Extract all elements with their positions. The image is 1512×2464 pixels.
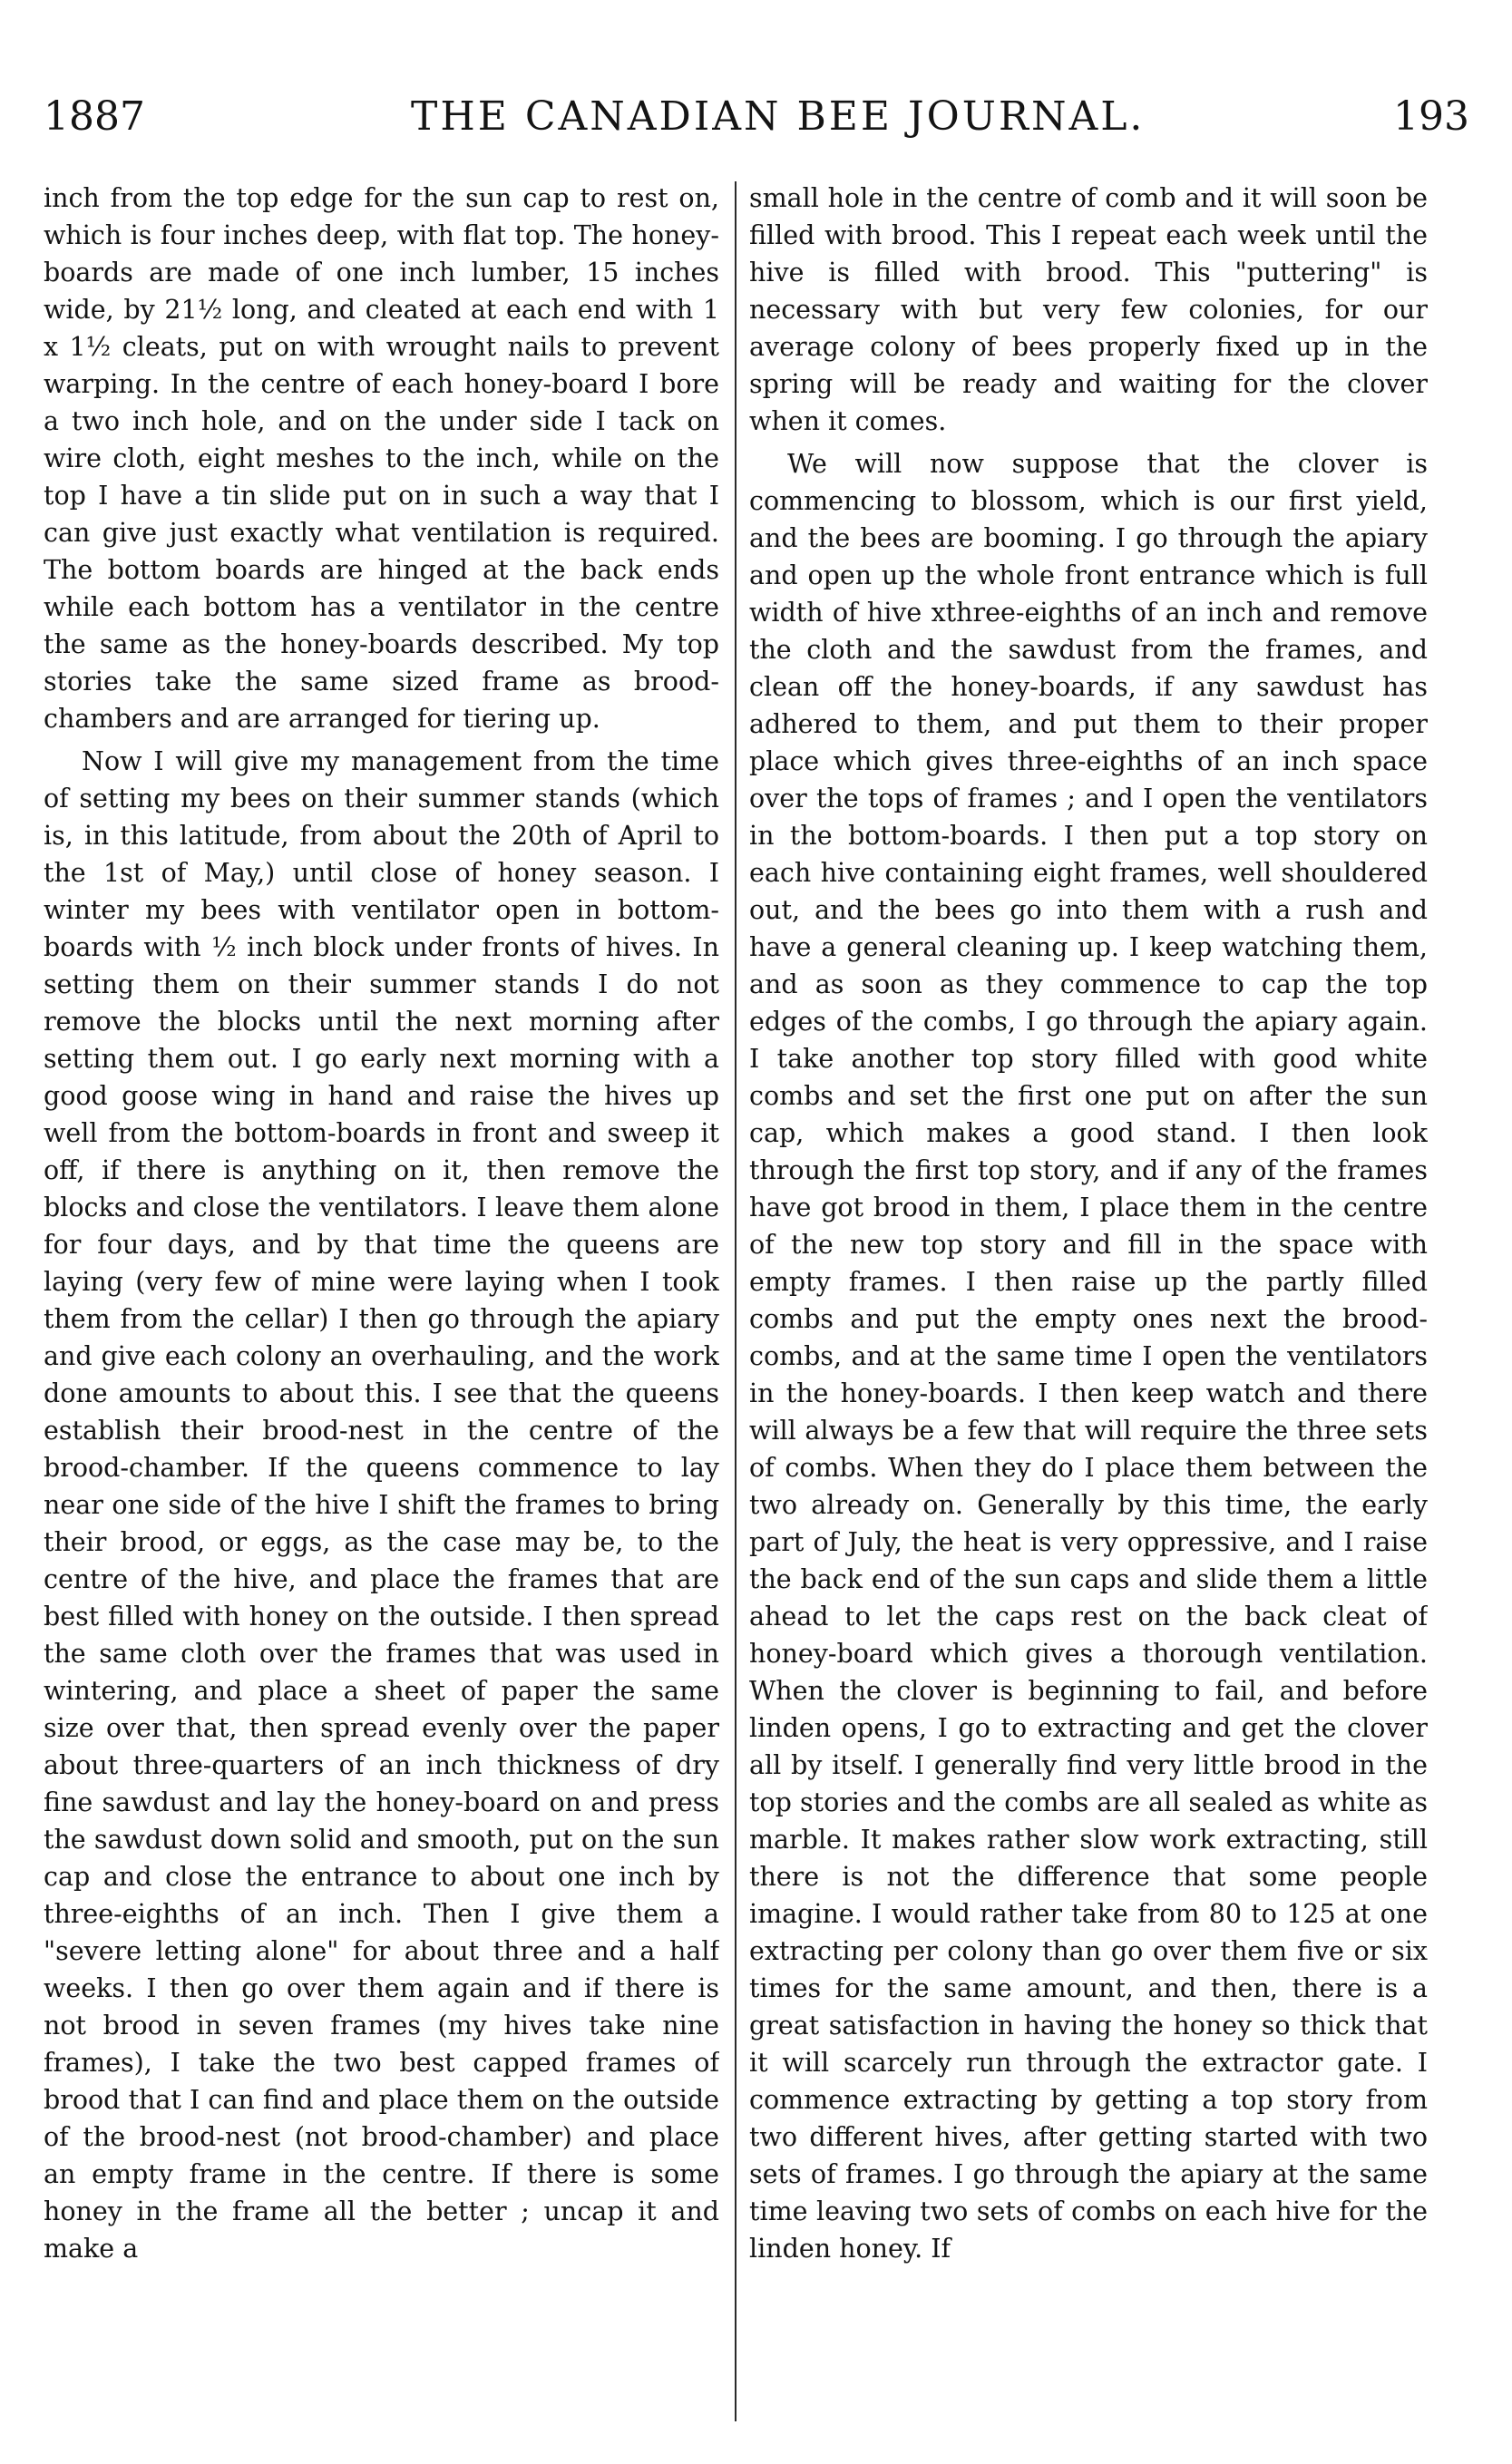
left-paragraph-1: inch from the top edge for the sun cap to rest on, which is four inches deep, with flat top. The honey-boards are made of one inch lumber, 15 inches wide, by 21½ long, and cleated at each end with 1 x 1½ cleats, put on with wrought nails to prevent warping. In the centre of each honey-board I bore a two inch hole, and on the under side I tack on wire cloth, eight meshes to the inch, while on the top I have a tin slide put on in such a way that I can give just exactly what ventilation is required. The bottom boards are hinged at the back ends while each bottom has a ventilator in the centre the same as the honey-boards described. My top stories take the same sized frame as brood-chambers and are arranged for tiering up. — [44, 183, 719, 734]
column-divider — [735, 181, 736, 2421]
right-paragraph-1: small hole in the centre of comb and it will soon be filled with brood. This I repeat each week until the hive is filled with brood. This "puttering" is necessary with but very few colonies, for our average colony of bees properly fixed up in the spring will be ready and waiting for the clover when it comes. — [749, 183, 1428, 436]
header-year: 1887 — [44, 93, 145, 140]
journal-title: THE CANADIAN BEE JOURNAL. — [411, 93, 1146, 140]
page-number: 193 — [1393, 93, 1469, 140]
right-paragraph-2: We will now suppose that the clover is commencing to blossom, which is our first yield, and the bees are booming. I go through the apiary and open up the whole front entrance which is full width of hive xthree-eighths of an inch and remove the cloth and the sawdust from the frames, and clean off the honey-boards, if any sawdust has adhered to them, and put them to their proper place which gives three-eighths of an inch space over the tops of frames ; and I open the ventilators in the bottom-boards. I then put a top story on each hive containing eight frames, well shouldered out, and the bees go into them with a rush and have a general cleaning up. I keep watching them, and as soon as they commence to cap the top edges of the combs, I go through the apiary again. I take another top story filled with good white combs and set the first one put on after the sun cap, which makes a good stand. I then look through the first top story, and if any of the frames have got brood in them, I place them in the centre of the new top story and fill in the space with empty frames. I then raise up the partly filled combs and put the empty ones next the brood-combs, and at the same time I open the ventilators in the honey-boards. I then keep watch and there will always be a few that will require the three sets of combs. When they do I place them between the two already on. Generally by this time, the early part of July, the heat is very oppressive, and I raise the back end of the sun caps and slide them a little ahead to let the caps rest on the back cleat of honey-board which gives a thorough ventilation. When the clover is beginning to fail, and before linden opens, I go to extracting and get the clover all by itself. I generally find very little brood in the top stories and the combs are all sealed as white as marble. It makes rather slow work extracting, still there is not the difference that some people imagine. I would rather take from 80 to 125 at one extracting per colony than go over them five or six times for the same amount, and then, there is a great satisfaction in having the honey so thick that it will scarcely run through the extractor gate. I commence extracting by getting a top story from two different hives, after getting started with two sets of frames. I go through the apiary at the same time leaving two sets of combs on each hive for the linden honey. If — [749, 449, 1428, 2264]
right-column — [749, 180, 1428, 2428]
running-header — [44, 83, 1469, 140]
left-paragraph-2: Now I will give my management from the time of setting my bees on their summer stands (which is, in this latitude, from about the 20th of April to the 1st of May,) until close of honey season. I winter my bees with ventilator open in bottom-boards with ½ inch block under fronts of hives. In setting them on their summer stands I do not remove the blocks until the next morning after setting them out. I go early next morning with a good goose wing in hand and raise the hives up well from the bottom-boards in front and sweep it off, if there is anything on it, then remove the blocks and close the ventilators. I leave them alone for four days, and by that time the queens are laying (very few of mine were laying when I took them from the cellar) I then go through the apiary and give each colony an overhauling, and the work done amounts to about this. I see that the queens establish their brood-nest in the centre of the brood-chamber. If the queens commence to lay near one side of the hive I shift the frames to bring their brood, or eggs, as the case may be, to the centre of the hive, and place the frames that are best filled with honey on the outside. I then spread the same cloth over the frames that was used in wintering, and place a sheet of paper the same size over that, then spread evenly over the paper about three-quarters of an inch thickness of dry fine sawdust and lay the honey-board on and press the sawdust down solid and smooth, put on the sun cap and close the entrance to about one inch by three-eighths of an inch. Then I give them a "severe letting alone" for about three and a half weeks. I then go over them again and if there is not brood in seven frames (my hives take nine frames), I take the two best capped frames of brood that I can find and place them on the outside of the brood-nest (not brood-chamber) and place an empty frame in the centre. If there is some honey in the frame all the better ; uncap it and make a — [44, 746, 719, 2264]
left-column — [44, 180, 719, 2428]
